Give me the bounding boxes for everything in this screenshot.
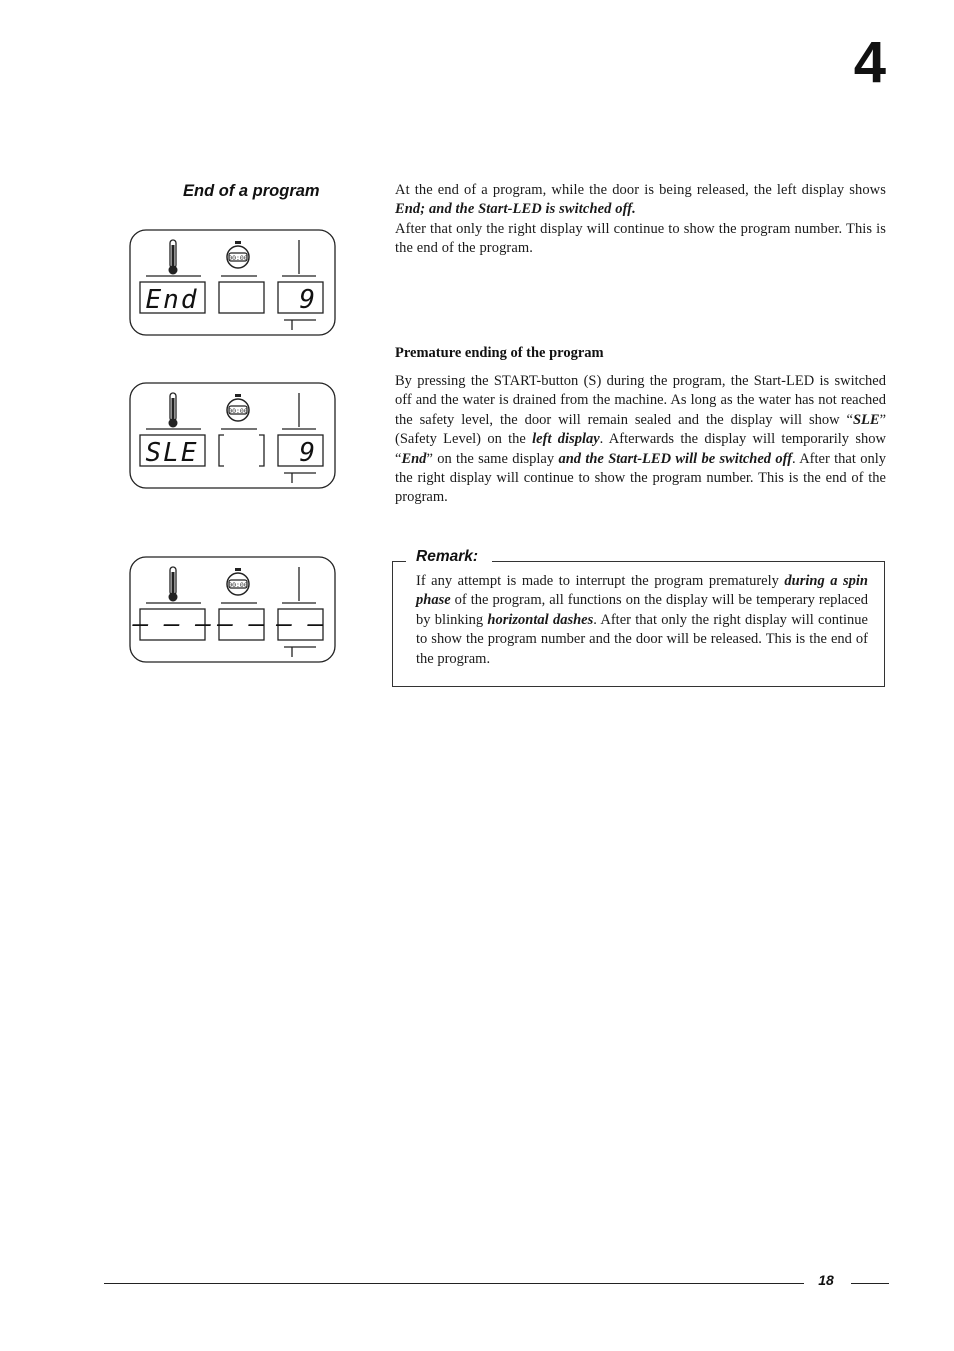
right-display-value: 9	[299, 285, 315, 315]
stopwatch-icon	[227, 241, 249, 268]
display-panel-graphic	[129, 382, 336, 489]
footer-rule-left	[104, 1283, 804, 1284]
chapter-number: 4	[853, 30, 886, 95]
premature-heading: Premature ending of the program	[395, 345, 604, 361]
emphasis-text: horizontal dashes	[487, 611, 594, 628]
footer-rule-right	[851, 1283, 889, 1284]
left-display-value: – – –	[132, 609, 212, 639]
end-paragraph-2: After that only the right display will continue to show the program number. This is the end of the program.	[395, 220, 886, 257]
emphasis-text: SLE	[852, 411, 880, 428]
text-run: If any attempt is made to interrupt the program prematurely	[416, 573, 785, 589]
middle-display	[219, 435, 264, 466]
emphasis-text: End	[401, 450, 427, 467]
display-panel-dashes	[129, 556, 336, 663]
page-number: 18	[818, 1272, 834, 1288]
display-panel-graphic	[129, 229, 336, 336]
remark-text	[416, 572, 868, 669]
right-display-value: 9	[299, 438, 315, 468]
remark-title: Remark:	[406, 548, 492, 566]
thermometer-icon	[169, 393, 178, 428]
emphasis-text: End; and the Start-LED is switched off.	[395, 201, 636, 218]
stopwatch-icon	[227, 394, 249, 421]
middle-display	[219, 282, 264, 313]
text-run: . After that only the right display will continue to show the program number and the door will be released. This is the end of the program.	[416, 611, 868, 667]
text-run: of the program, all functions on the display will be temperary replaced by blinking	[416, 592, 868, 628]
premature-text	[395, 372, 886, 508]
text-run: . Afterwards the display will temporarily show “	[395, 431, 886, 467]
text-run: ” (Safety Level) on the	[395, 411, 886, 448]
section-heading: End of a program	[183, 182, 320, 200]
middle-display-value: – –	[217, 609, 265, 639]
emphasis-text: during a spin phase	[416, 573, 868, 609]
thermometer-icon	[169, 240, 178, 275]
left-display-value: SLE	[145, 438, 199, 468]
svg-text:00:00: 00:00	[228, 255, 248, 262]
display-panel-sle	[129, 382, 336, 489]
end-paragraph-1	[395, 181, 886, 220]
premature-paragraph	[395, 372, 886, 508]
text-run: By pressing the START-button (S) during the program, the Start-LED is switched off and the water is drained from the machine. As long as the water has not reached the safety level, the door will remain sealed and the display will show “	[395, 373, 886, 428]
display-panel-end	[129, 229, 336, 336]
svg-text:00:00: 00:00	[228, 582, 248, 589]
text-run: At the end of a program, while the door is being released, the left display shows	[395, 182, 886, 198]
right-display-value: – –	[276, 609, 324, 639]
thermometer-icon	[169, 567, 178, 602]
display-panel-graphic	[129, 556, 336, 663]
emphasis-text: and the Start-LED will be switched off	[558, 450, 793, 467]
emphasis-text: left display	[532, 431, 600, 448]
stopwatch-icon	[227, 568, 249, 595]
text-run: . After that only the right display will continue to show the program number. This is the end of the program.	[395, 450, 886, 506]
text-run: ” on the same display	[426, 450, 559, 467]
svg-text:00:00: 00:00	[228, 408, 248, 415]
left-display-value: End	[145, 285, 199, 315]
end-of-program-text	[395, 181, 886, 259]
